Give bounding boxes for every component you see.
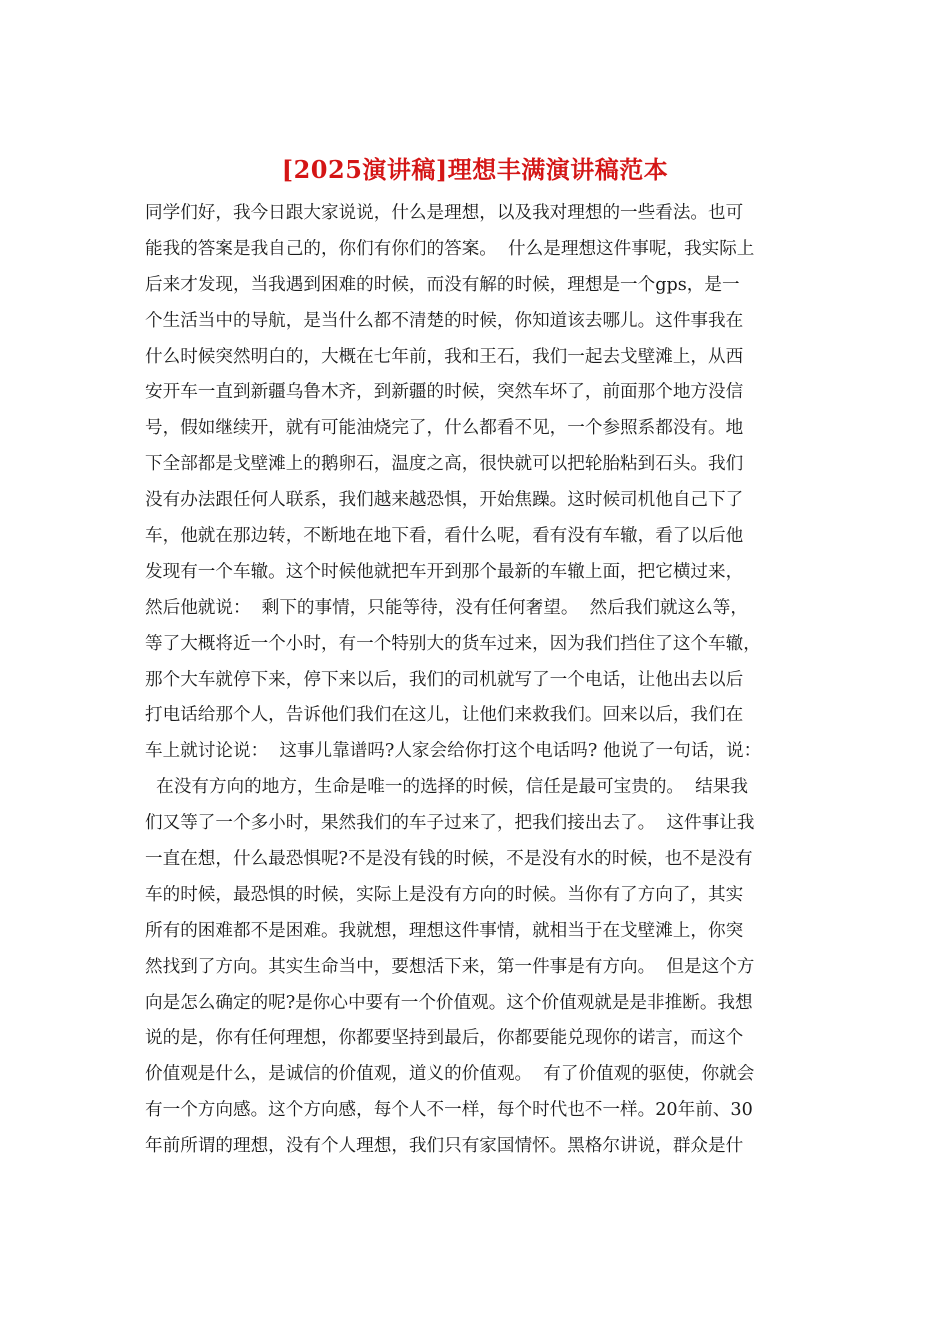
body-line: 同学们好，我今日跟大家说说，什么是理想，以及我对理想的一些看法。也可 — [145, 203, 744, 223]
body-line: 价值观是什么，是诚信的价值观，道义的价值观。 有了价值观的驱使，你就会 — [145, 1064, 755, 1085]
body-line: 然后他就说： 剩下的事情，只能等待，没有任何奢望。 然后我们就这么等， — [145, 597, 748, 618]
body-line: 车的时候，最恐惧的时候，实际上是没有方向的时候。当你有了方向了，其实 — [145, 884, 744, 905]
body-line: 一直在想，什么最恐惧呢?不是没有钱的时候，不是没有水的时候，也不是没有 — [145, 849, 753, 870]
body-line: 有一个方向感。这个方向感，每个人不一样，每个时代也不一样。20年前、30 — [145, 1100, 753, 1121]
body-line: 打电话给那个人，告诉他们我们在这儿，让他们来救我们。回来以后，我们在 — [145, 705, 744, 726]
body-line: 车上就讨论说： 这事儿靠谱吗?人家会给你打这个电话吗? 他说了一句话，说： — [145, 741, 762, 762]
body-line: 能我的答案是我自己的，你们有你们的答案。 什么是理想这件事呢，我实际上 — [145, 238, 755, 259]
body-line: 然找到了方向。其实生命当中，要想活下来，第一件事是有方向。 但是这个方 — [145, 956, 755, 977]
body-line: 什么时候突然明白的，大概在七年前，我和王石，我们一起去戈壁滩上，从西 — [145, 346, 744, 367]
document-title: [2025演讲稿]理想丰满演讲稿范本 — [281, 155, 669, 184]
body-line: 向是怎么确定的呢?是你心中要有一个价值观。这个价值观就是是非推断。我想 — [145, 992, 753, 1013]
body-line: 个生活当中的导航，是当什么都不清楚的时候，你知道该去哪儿。这件事我在 — [145, 310, 744, 331]
body-line: 没有办法跟任何人联系，我们越来越恐惧，开始焦躁。这时候司机他自己下了 — [145, 490, 744, 511]
body-line: 所有的困难都不是困难。我就想，理想这件事情，就相当于在戈壁滩上，你突 — [145, 920, 744, 941]
body-line: 们又等了一个多小时，果然我们的车子过来了，把我们接出去了。 这件事让我 — [145, 813, 755, 834]
body-line: 等了大概将近一个小时，有一个特别大的货车过来，因为我们挡住了这个车辙， — [145, 633, 761, 654]
body-line: 后来才发现，当我遇到困难的时候，而没有解的时候，理想是一个gps，是一 — [145, 274, 740, 295]
body-line: 号，假如继续开，就有可能油烧完了，什么都看不见，一个参照系都没有。地 — [145, 418, 744, 439]
body-line: 下全部都是戈壁滩上的鹅卵石，温度之高，很快就可以把轮胎粘到石头。我们 — [145, 454, 744, 475]
body-line: 发现有一个车辙。这个时候他就把车开到那个最新的车辙上面，把它横过来， — [145, 561, 744, 582]
body-line: 车，他就在那边转，不断地在地下看，看什么呢，看有没有车辙，看了以后他 — [145, 526, 744, 547]
body-line: 安开车一直到新疆乌鲁木齐，到新疆的时候，突然车坏了，前面那个地方没信 — [145, 382, 744, 403]
body-line: 在没有方向的地方，生命是唯一的选择的时候，信任是最可宝贵的。 结果我 — [145, 777, 748, 798]
body-line: 那个大车就停下来，停下来以后，我们的司机就写了一个电话，让他出去以后 — [145, 669, 744, 690]
body-line: 年前所谓的理想，没有个人理想，我们只有家国情怀。黑格尔讲说，群众是什 — [145, 1136, 744, 1157]
body-line: 说的是，你有任何理想，你都要坚持到最后，你都要能兑现你的诺言，而这个 — [145, 1028, 744, 1049]
document-body — [145, 196, 810, 1165]
